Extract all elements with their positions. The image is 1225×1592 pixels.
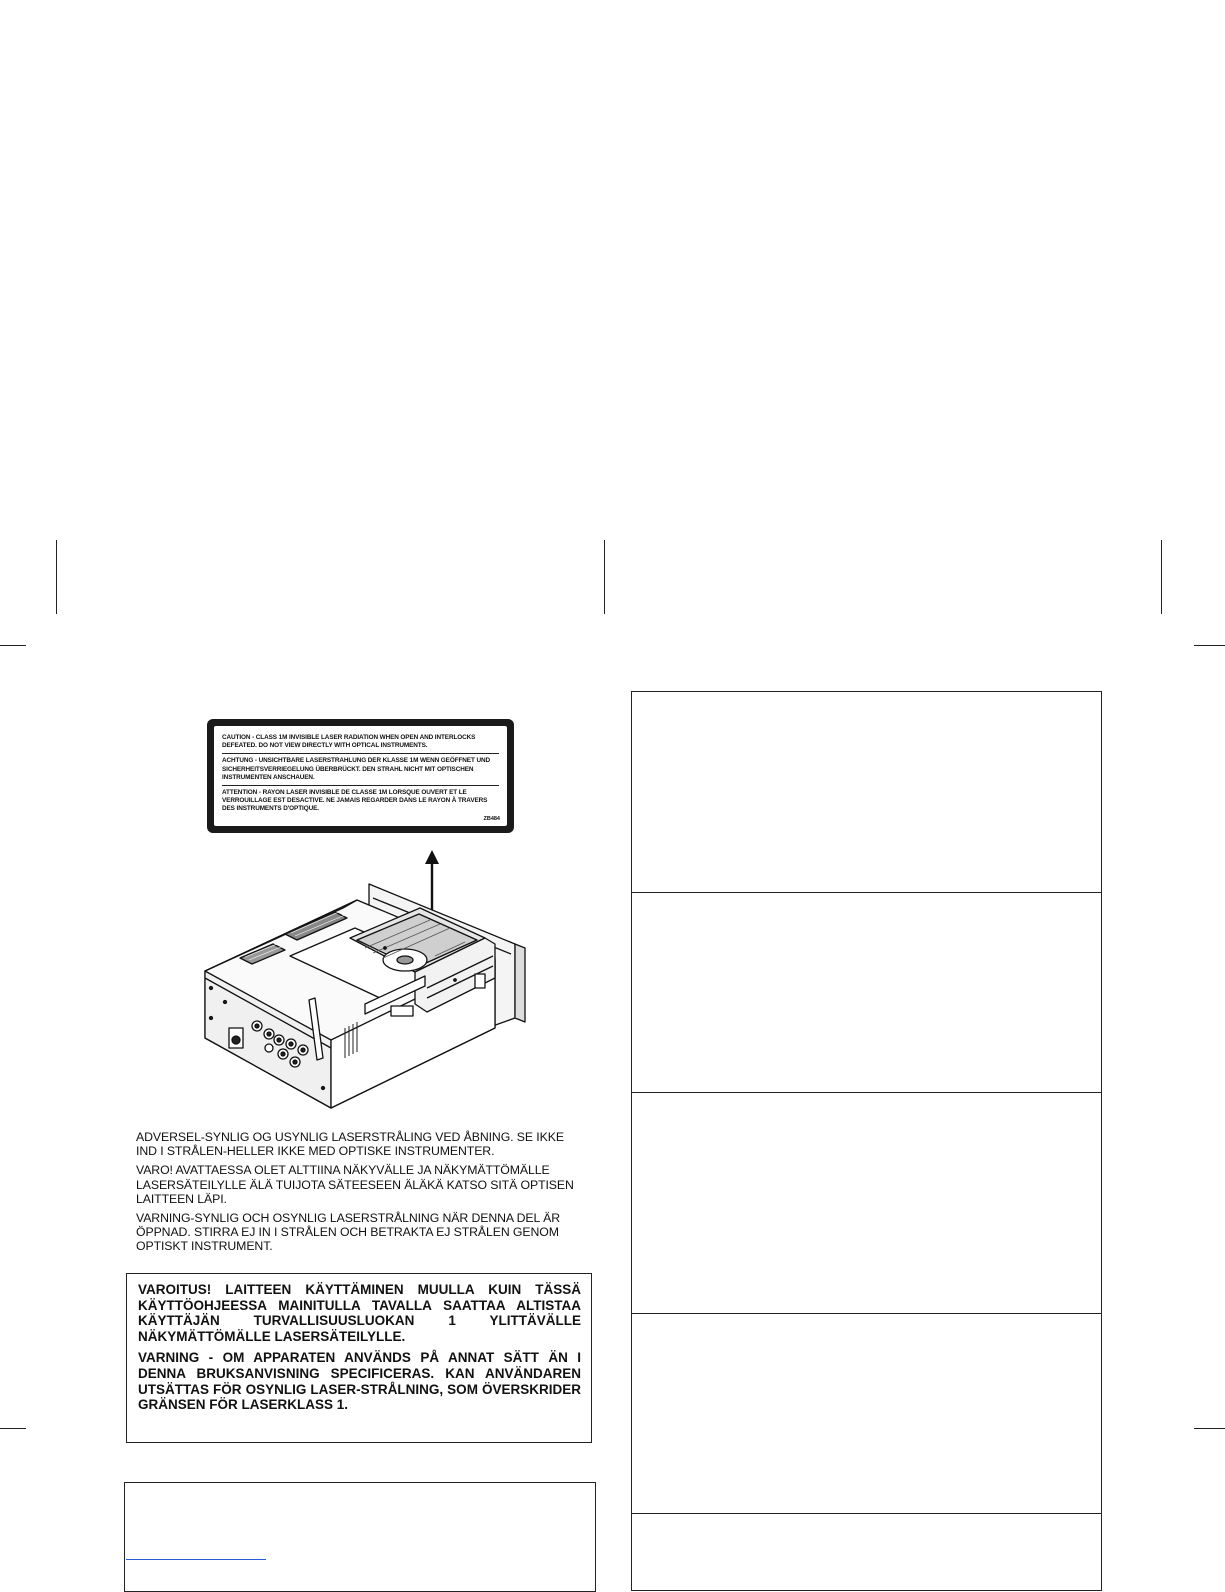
row-divider xyxy=(632,1313,1101,1314)
link-underline xyxy=(126,1559,266,1560)
row-divider xyxy=(632,892,1101,893)
crop-mark-left-upper xyxy=(0,645,26,646)
crop-mark-right xyxy=(1161,540,1162,614)
caution-english: CAUTION - CLASS 1M INVISIBLE LASER RADIATION WHEN OPEN AND INTERLOCKS DEFEATED. DO NOT VIEW DIRECTLY WITH OPTICAL INSTRUMENTS. xyxy=(222,734,499,754)
crop-mark-right-lower xyxy=(1194,1428,1225,1429)
warning-finnish: VARO! AVATTAESSA OLET ALTTIINA NÄKYVÄLLE JA NÄKYMÄTTÖMÄLLE LASERSÄTEILYLLE ÄLÄ TUIJOTA SÄTEESEEN ÄLÄKÄ KATSO SITÄ OPTISEN LAITTEEN LÄPI. xyxy=(136,1163,574,1206)
row-divider xyxy=(632,1092,1101,1093)
crop-mark-left-lower xyxy=(0,1428,26,1429)
bottom-empty-box xyxy=(124,1482,596,1592)
laser-warning-texts xyxy=(136,1130,582,1259)
row-divider xyxy=(632,1513,1101,1514)
crop-mark-right-upper xyxy=(1194,645,1225,646)
warning-box-finnish: VAROITUS! LAITTEEN KÄYTTÄMINEN MUULLA KUIN TÄSSÄ KÄYTTÖOHJEESSA MAINITULLA TAVALLA SAATTAA ALTISTAA KÄYTTÄJÄN TURVALLISUUSLUOKAN 1 YLITTÄVÄLLE NÄKYMÄTTÖMÄLLE LASERSÄTEILYLLE. xyxy=(138,1282,581,1344)
laser-caution-label xyxy=(207,719,514,833)
warning-swedish: VARNING-SYNLIG OCH OSYNLIG LASERSTRÅLNING NÄR DENNA DEL ÄR ÖPPNAD. STIRRA EJ IN I STRÅLEN OCH BETRAKTA EJ STRÅLEN GENOM OPTISKT INSTRUMENT. xyxy=(136,1211,561,1254)
crop-mark-center xyxy=(604,540,605,614)
crop-mark-left xyxy=(56,540,57,614)
label-code: ZB484 xyxy=(483,816,500,822)
caution-french: ATTENTION - RAYON LASER INVISIBLE DE CLASSE 1M LORSQUE OUVERT ET LE VERROUILLAGE EST DESACTIVE. NE JAMAIS REGARDER DANS LE RAYON À TRAVERS DES INSTRUMENTS D'OPTIQUE. xyxy=(222,789,488,813)
caution-german: ACHTUNG - UNSICHTBARE LASERSTRAHLUNG DER KLASSE 1M WENN GEÖFFNET UND SICHERHEITSVERRIEGELUNG ÜBERBRÜCKT. DEN STRAHL NICHT MIT OPTISCHEN INSTRUMENTEN ANSCHAUEN. xyxy=(222,757,499,786)
laser-class-warning-box xyxy=(126,1273,592,1443)
warning-box-swedish: VARNING - OM APPARATEN ANVÄNDS PÅ ANNAT SÄTT ÄN I DENNA BRUKSANVISNING SPECIFICERAS. KAN ANVÄNDAREN UTSÄTTAS FÖR OSYNLIG LASER-STRÅLNING, SOM ÖVERSKRIDER GRÄNSEN FÖR LASERKLASS 1. xyxy=(138,1350,581,1413)
warning-danish: ADVERSEL-SYNLIG OG USYNLIG LASERSTRÅLING VED ÅBNING. SE IKKE IND I STRÅLEN-HELLER IKKE MED OPTISKE INSTRUMENTER. xyxy=(136,1130,564,1159)
device-illustration xyxy=(195,878,535,1113)
right-panel-table xyxy=(631,691,1102,1591)
